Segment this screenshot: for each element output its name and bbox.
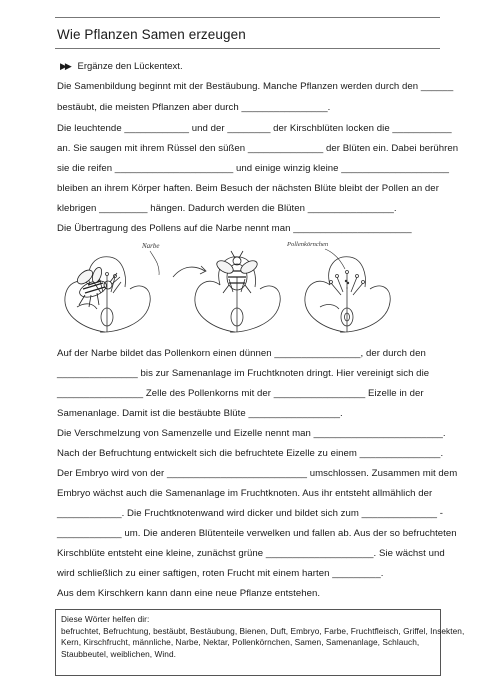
flower-pollen-3 [305,249,390,332]
text-line: bestäubt, die meisten Pflanzen aber durch ________________. [57,102,331,113]
text-line: Die Übertragung des Pollens auf die Narbe nennt man ______________________ [57,223,412,234]
label-narbe: Narbe [142,242,160,250]
word-help-box [55,609,465,676]
text-line: wird schließlich zu einer saftigen, roten Frucht mit einem harten _________. [57,568,384,579]
text-line: Auf der Narbe bildet das Pollenkorn einen dünnen ________________, der durch den [57,348,426,359]
flower-with-bee-2 [195,251,280,332]
text-line: ________________ Zelle des Pollenkorns mit der _________________ Eizelle in der [57,388,424,399]
text-line: ____________. Die Fruchtknotenwand wird dicker und bildet sich zum ______________ - [57,508,444,519]
text-line: bleiben an ihrem Körper haften. Beim Besuch der nächsten Blüte bleibt der Pollen an der [57,183,439,194]
text-line: Kirschblüte entsteht eine kleine, zunächst grüne ____________________. Sie wächst und [57,548,445,559]
word-box-line: Kern, Kirschfrucht, männliche, Narbe, Nektar, Pollenkörnchen, Samen, Samenanlage, Schlauch, [61,637,420,648]
label-pollenkoernchen: Pollenkörnchen [287,241,329,248]
text-line: Die leuchtende ____________ und der ________ der Kirschblüten locken die ___________ [57,123,452,134]
instruction [60,61,183,72]
flight-arrow [173,267,205,277]
text-line: Die Samenbildung beginnt mit der Bestäubung. Manche Pflanzen werden durch den ______ [57,81,454,92]
text-line: Aus dem Kirschkern kann dann eine neue Pflanze entstehen. [57,588,321,599]
text-line: klebrigen _________ hängen. Dadurch werden die Blüten ________________. [57,203,397,214]
text-line: Nach der Befruchtung entwickelt sich die befruchtete Eizelle zu einem _______________. [57,448,444,459]
title-rule [55,48,440,49]
text-line: ____________ um. Die anderen Blütenteile verwelken und fallen ab. Aus der so befruchteten [57,528,457,539]
pollination-illustration [55,237,425,337]
text-line: Samenanlage. Damit ist die bestäubte Blüte _________________. [57,408,343,419]
word-box-line: befruchtet, Befruchtung, bestäubt, Bestäubung, Bienen, Duft, Embryo, Farbe, Fruchtfleisch, Griffel, Insekten, [61,625,465,636]
word-box-heading: Diese Wörter helfen dir: [61,614,150,624]
text-line: Der Embryo wird von der __________________________ umschlossen. Zusammen mit dem [57,468,458,479]
text-line: Embryo wächst auch die Samenanlage im Fruchtknoten. Aus ihr entsteht allmählich der [57,488,433,499]
double-arrow-icon: ▶▶ [60,61,70,71]
text-line: an. Sie saugen mit ihrem Rüssel den süßen ______________ der Blüten ein. Dabei berühren [57,143,459,154]
text-line: Die Verschmelzung von Samenzelle und Eizelle nennt man ________________________. [57,428,446,439]
text-line: _______________ bis zur Samenanlage im Fruchtknoten dringt. Hier vereinigt sich die [57,368,430,379]
word-box-line: Staubbeutel, weiblichen, Wind. [61,648,176,659]
text-line: sie die reifen ______________________ und einige winzig kleine ____________________ [57,163,449,174]
flower-with-bee-1 [65,257,150,332]
top-rule [55,17,440,18]
instruction-text: Ergänze den Lückentext. [77,61,183,72]
page-title: Wie Pflanzen Samen erzeugen [57,27,246,42]
